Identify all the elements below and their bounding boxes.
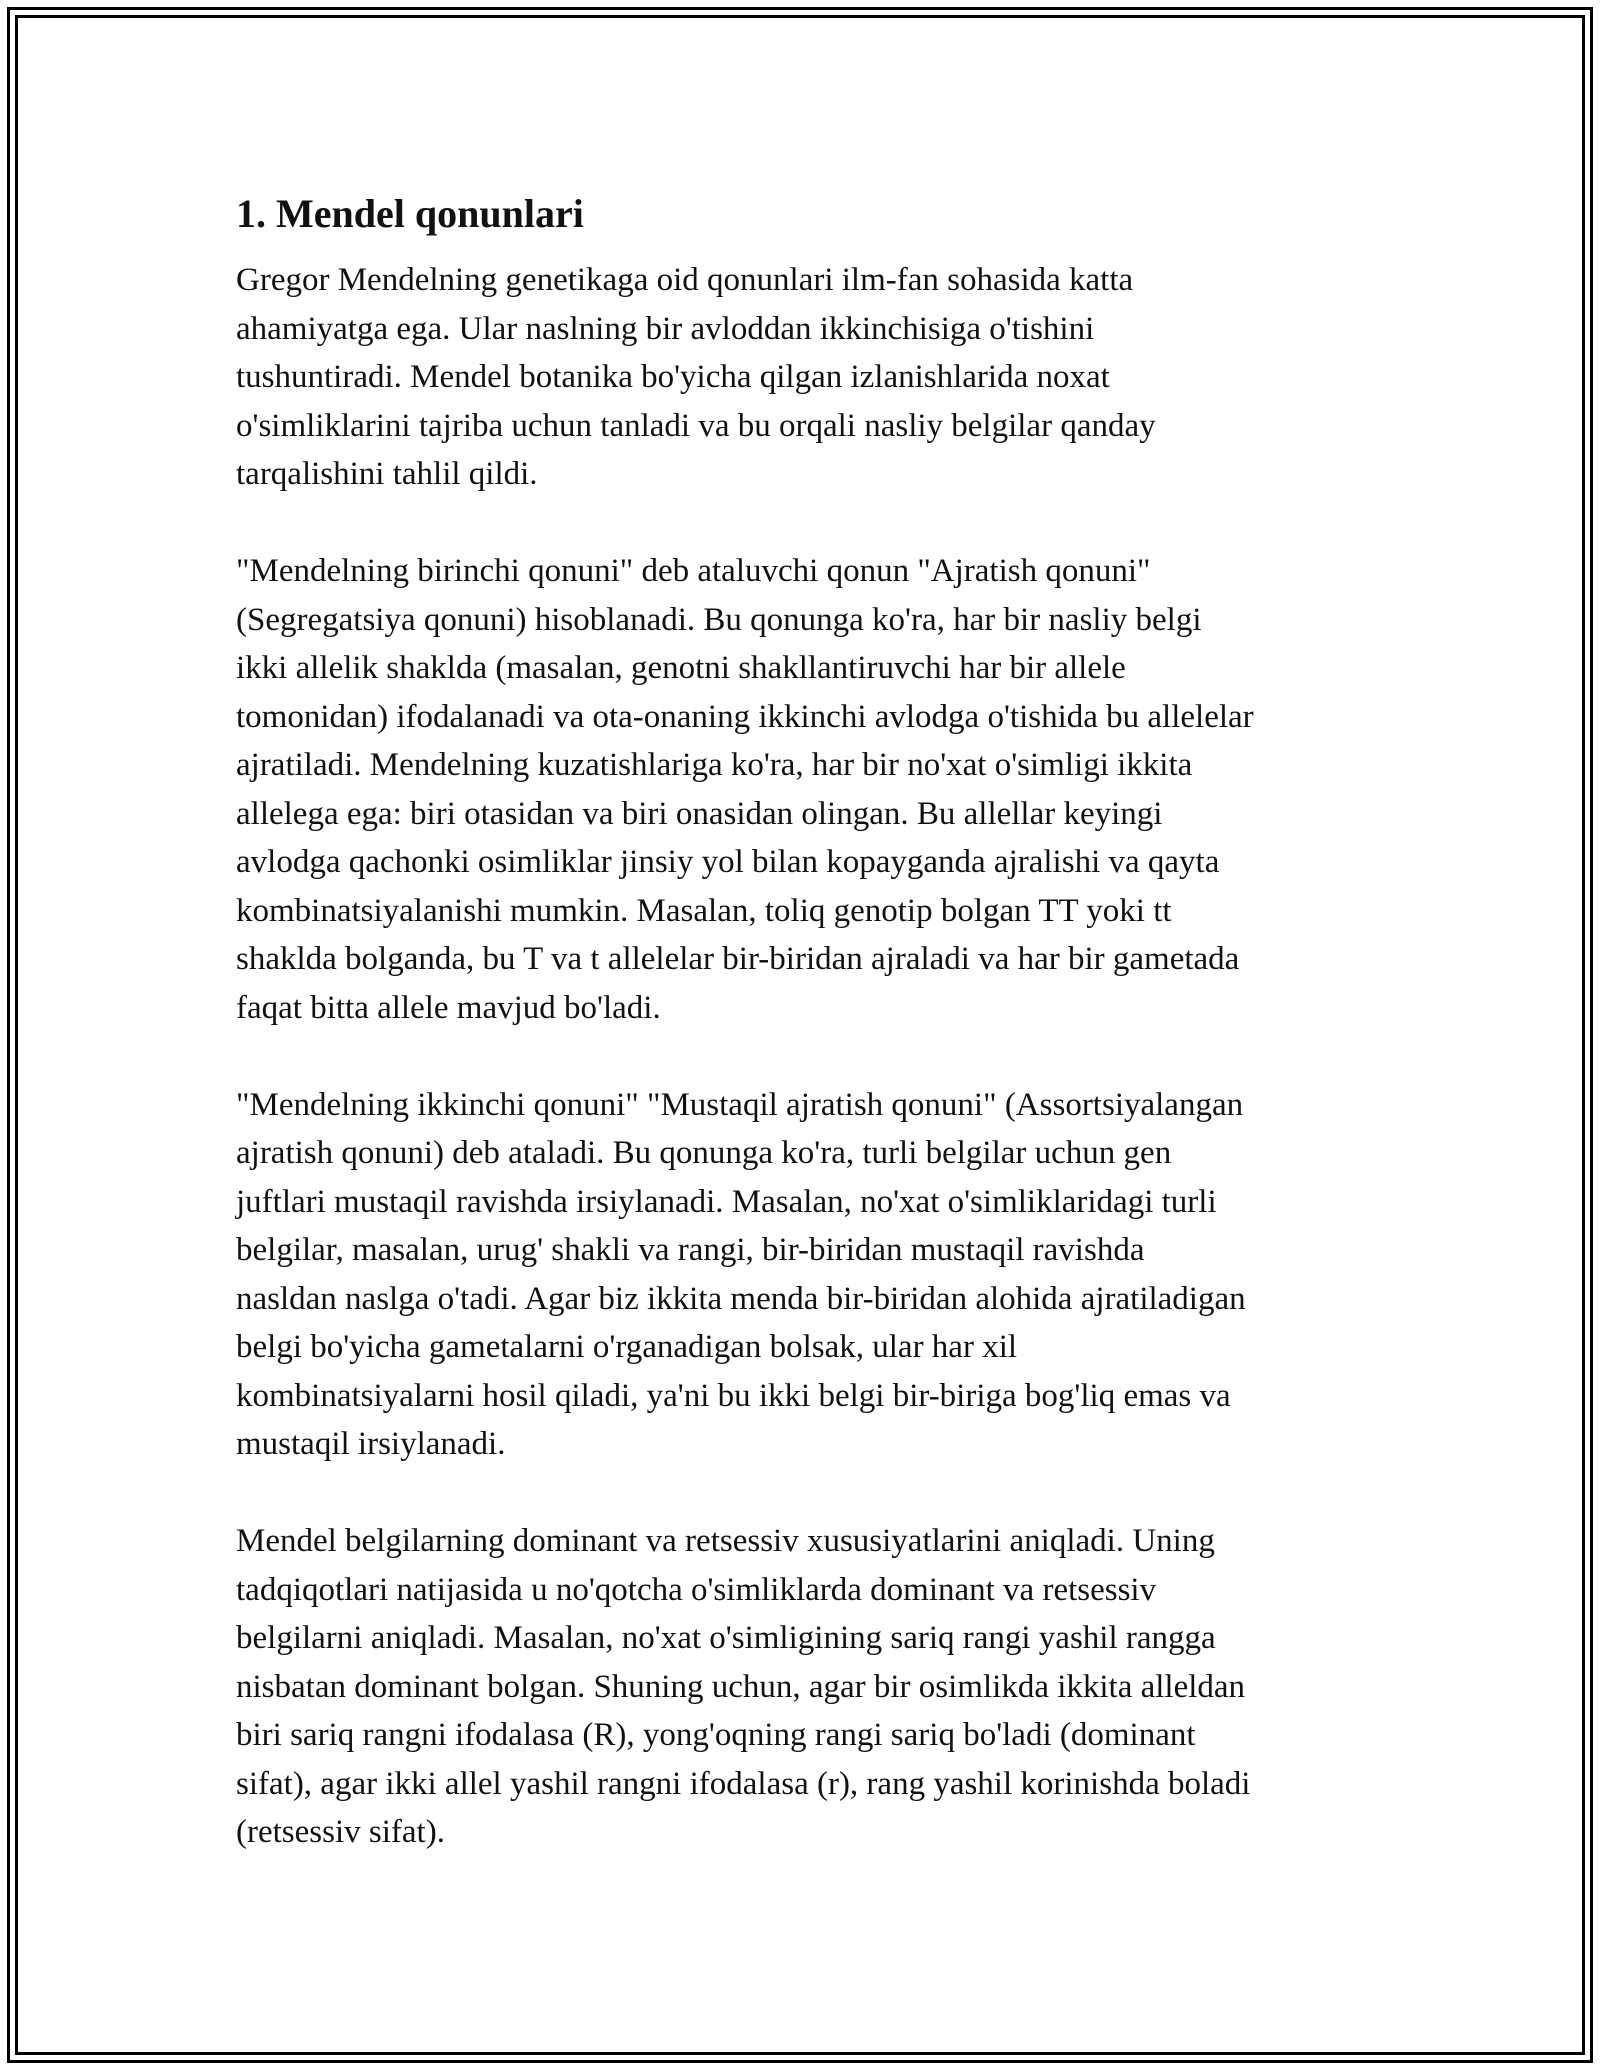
document-body	[236, 188, 1376, 1905]
paragraph-dominance: Mendel belgilarning dominant va retsessiv xususiyatlarini aniqladi. Uning tadqiqotlari natijasida u no'qotcha o'simliklarda dominant va retsessiv belgilarni aniqladi. Masalan, no'xat o'simligining sariq rangi yashil rangga nisbatan dominant bolgan. Shuning uchun, agar bir osimlikda ikkita alleldan biri sariq rangni ifodalasa (R), yong'oqning rangi sariq bo'ladi (dominant sifat), agar ikki allel yashil rangni ifodalasa (r), rang yashil korinishda boladi (retsessiv sifat).	[236, 1523, 1251, 1850]
section-heading: 1. Mendel qonunlari	[236, 191, 584, 236]
paragraph-first-law: "Mendelning birinchi qonuni" deb ataluvchi qonun "Ajratish qonuni" (Segregatsiya qonuni) hisoblanadi. Bu qonunga ko'ra, har bir nasliy belgi ikki allelik shaklda (masalan, genotni shakllantiruvchi har bir allele tomonidan) ifodalanadi va ota-onaning ikkinchi avlodga o'tishida bu allelelar ajratiladi. Mendelning kuzatishlariga ko'ra, har bir no'xat o'simligi ikkita allelega ega: biri otasidan va biri onasidan olingan. Bu allellar keyingi avlodga qachonki osimliklar jinsiy yol bilan kopayganda ajralishi va qayta kombinatsiyalanishi mumkin. Masalan, toliq genotip bolgan TT yoki tt shakldа bolganda, bu T va t allelelar bir-biridan ajraladi va har bir gametada faqat bitta allele mavjud bo'ladi.	[236, 553, 1254, 1026]
paragraph-intro: Gregor Mendelning genetikaga oid qonunlari ilm-fan sohasida katta ahamiyatga ega. Ular naslning bir avloddan ikkinchisiga o'tishini tushuntiradi. Mendel botanika bo'yicha qilgan izlanishlarida noxat o'simliklarini tajriba uchun tanladi va bu orqali nasliy belgilar qanday tarqalishini tahlil qildi.	[236, 262, 1156, 492]
paragraph-second-law: "Mendelning ikkinchi qonuni" "Mustaqil ajratish qonuni" (Assortsiyalangan ajratish qonuni) deb ataladi. Bu qonunga ko'ra, turli belgilar uchun gen juftlari mustaqil ravishda irsiylanadi. Masalan, no'xat o'simliklaridagi turli belgilar, masalan, urug' shakli va rangi, bir-biridan mustaqil ravishda nasldan naslga o'tadi. Agar biz ikkita menda bir-biridan alohida ajratiladigan belgi bo'yicha gametalarni o'rganadigan bolsak, ular har xil kombinatsiyalarni hosil qiladi, ya'ni bu ikki belgi bir-biriga bog'liq emas va mustaqil irsiylanadi.	[236, 1086, 1246, 1462]
